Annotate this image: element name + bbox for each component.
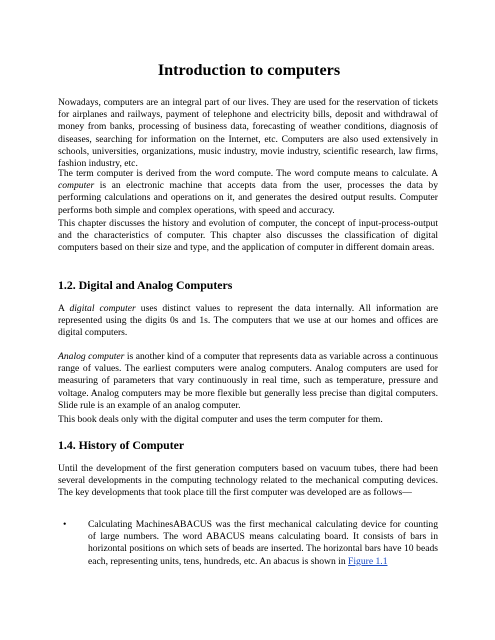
term-computer: computer: [58, 180, 95, 192]
bullet-icon: •: [63, 519, 67, 530]
section-heading-1-4: 1.4. History of Computer: [58, 438, 185, 452]
digital-paragraph-text-before: A: [58, 303, 70, 314]
intro-paragraph-1: Nowadays, computers are an integral part of our lives. They are used for the reservation of tickets for airplanes and railways, payment of telephone and electricity bills, deposit and withdrawal of money from banks, processing of business data, forecasting of weather conditions, diagnosis of diseases, searching for information on the Internet, etc. Computers are also used extensively in schools, universities, organizations, music industry, movie industry, scientific research, law firms, fashion industry, etc.: [58, 97, 438, 170]
digital-computer-paragraph: [58, 303, 438, 340]
document-title: Introduction to computers: [157, 61, 341, 79]
intro-paragraph-2: [58, 168, 438, 217]
intro-paragraph-2-text-after: is an electronic machine that accepts data from the user, processes the data by performing calculations and operations on it, and generates the desired output results. Computer performs both simple and complex operations, with speed and accuracy.: [58, 180, 438, 216]
history-bullet-list: [58, 519, 438, 568]
history-paragraph: Until the development of the first generation computers based on vacuum tubes, there had been several developments in the computing technology related to the mechanical computing devices. The key developments that took place till the first computer was developed are as follows—: [58, 463, 438, 499]
intro-paragraph-2-text-before: The term computer is derived from the word compute. The word compute means to calculate. A: [58, 168, 438, 179]
digital-paragraph-text-after: uses distinct values to represent the data internally. All information are represented using the digits 0s and 1s. The computers that we use at our homes and offices are digital computers.: [58, 303, 438, 339]
analog-computer-paragraph: [58, 351, 438, 412]
list-item-text: Calculating MachinesABACUS was the first mechanical calculating device for counting of large numbers. The word ABACUS means calculating board. It consists of bars in horizontal positions on which sets of beads are inserted. The horizontal bars have 10 beads each, representing units, tens, hundreds, etc. An abacus is shown in: [88, 519, 438, 567]
intro-paragraph-3: This chapter discusses the history and evolution of computer, the concept of input-process-output and the characteristics of computer. This chapter also discusses the classification of digital computers based on their size and type, and the application of computer in different domain areas.: [58, 218, 438, 254]
term-digital-computer: digital computer: [69, 303, 136, 314]
analog-paragraph-text: is another kind of a computer that represents data as variable across a continuous range of values. The earliest computers were analog computers. Analog computers are used for measuring of parameters that vary continuously in real time, such as temperature, pressure and voltage. Analog computers may be more flexible but generally less precise than digital computers. Slide rule is an example of an analog computer.: [58, 351, 438, 411]
section-heading-1-2: 1.2. Digital and Analog Computers: [58, 278, 233, 292]
scope-paragraph: This book deals only with the digital computer and uses the term computer for them.: [58, 414, 383, 425]
figure-1-1-link[interactable]: Figure 1.1: [348, 555, 388, 567]
term-analog-computer: Analog computer: [58, 351, 125, 362]
list-item: [58, 519, 438, 568]
